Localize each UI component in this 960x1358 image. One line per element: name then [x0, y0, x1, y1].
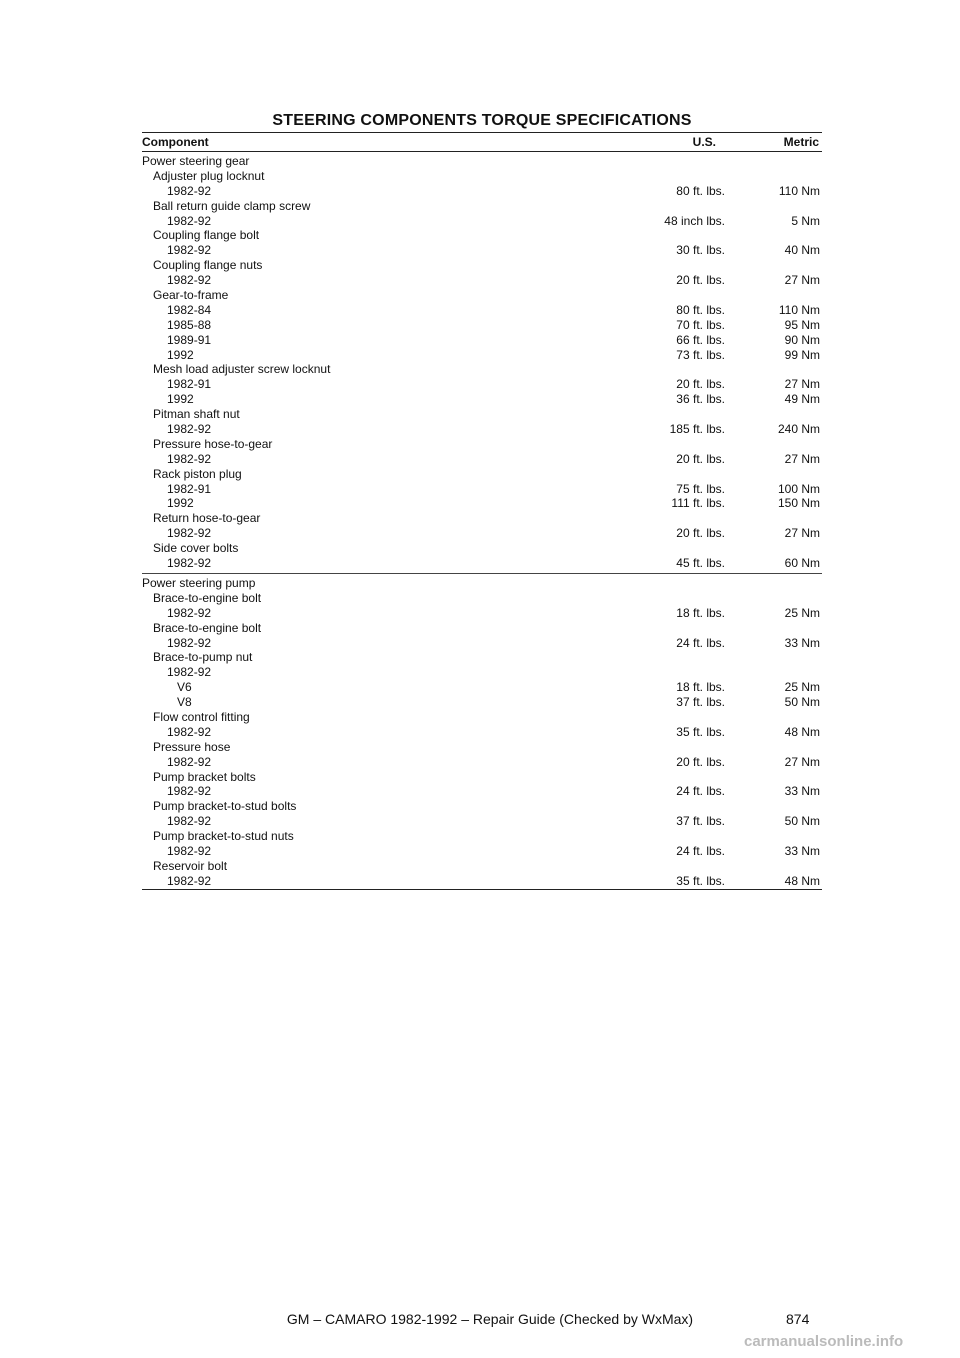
metric-value: 40 Nm: [784, 243, 820, 258]
metric-value: 49 Nm: [784, 392, 820, 407]
spec-row: [142, 377, 822, 392]
year-label: 1982-92: [167, 556, 212, 571]
year-label: 1982-92: [167, 605, 212, 620]
component-name: Coupling flange bolt: [153, 228, 260, 243]
spec-row: [142, 680, 822, 695]
spec-row: [142, 392, 822, 407]
metric-value: 27 Nm: [784, 754, 820, 769]
year-label: 1982-92: [167, 183, 212, 198]
table-bottom-rule: [142, 889, 822, 890]
us-value: 20 ft. lbs.: [676, 377, 725, 392]
metric-value: 110 Nm: [778, 302, 820, 317]
us-value: 66 ft. lbs.: [676, 332, 725, 347]
spec-row: [142, 844, 822, 859]
spec-row: [142, 169, 822, 184]
spec-row: [142, 859, 822, 874]
component-name: Side cover bolts: [153, 541, 239, 556]
metric-value: 27 Nm: [784, 273, 820, 288]
spec-row: [142, 407, 822, 422]
component-name: Adjuster plug locknut: [153, 168, 265, 183]
metric-value: 5 Nm: [791, 213, 820, 228]
spec-row: [142, 576, 822, 591]
component-name: Ball return guide clamp screw: [153, 198, 311, 213]
header-component: Component: [142, 135, 209, 149]
spec-row: [142, 348, 822, 363]
year-label: 1989-91: [167, 332, 212, 347]
spec-row: [142, 452, 822, 467]
us-value: 18 ft. lbs.: [676, 605, 725, 620]
year-label: V8: [177, 695, 192, 710]
component-name: Pressure hose: [153, 739, 231, 754]
metric-value: 25 Nm: [784, 680, 820, 695]
us-value: 36 ft. lbs.: [676, 392, 725, 407]
header-us: U.S.: [692, 135, 716, 149]
us-value: 35 ft. lbs.: [676, 724, 725, 739]
spec-row: [142, 214, 822, 229]
year-label: 1982-92: [167, 784, 212, 799]
year-label: 1992: [167, 392, 194, 407]
us-value: 20 ft. lbs.: [676, 754, 725, 769]
metric-value: 27 Nm: [784, 451, 820, 466]
spec-row: [142, 695, 822, 710]
metric-value: 90 Nm: [784, 332, 820, 347]
component-name: Pump bracket bolts: [153, 769, 256, 784]
header-metric: Metric: [783, 135, 819, 149]
component-name: Pump bracket-to-stud bolts: [153, 799, 297, 814]
header-row: [142, 133, 822, 152]
metric-value: 33 Nm: [784, 843, 820, 858]
component-name: Mesh load adjuster screw locknut: [153, 362, 331, 377]
page-number: 874: [786, 1311, 810, 1327]
us-value: 20 ft. lbs.: [676, 451, 725, 466]
spec-row: [142, 303, 822, 318]
component-name: Pump bracket-to-stud nuts: [153, 829, 294, 844]
torque-spec-table: [142, 110, 822, 890]
us-value: 80 ft. lbs.: [676, 302, 725, 317]
us-value: 80 ft. lbs.: [676, 183, 725, 198]
year-label: 1982-92: [167, 273, 212, 288]
us-value: 30 ft. lbs.: [676, 243, 725, 258]
table-title: STEERING COMPONENTS TORQUE SPECIFICATIONS: [272, 112, 692, 129]
section-heading: Power steering pump: [142, 575, 256, 590]
year-label: 1985-88: [167, 317, 212, 332]
section-power-steering-gear: [142, 152, 822, 574]
metric-value: 48 Nm: [784, 724, 820, 739]
spec-row: [142, 362, 822, 377]
component-name: Return hose-to-gear: [153, 511, 261, 526]
us-value: 75 ft. lbs.: [676, 481, 725, 496]
component-name: Pressure hose-to-gear: [153, 436, 273, 451]
spec-row: [142, 154, 822, 169]
us-value: 111 ft. lbs.: [671, 496, 725, 511]
spec-row: [142, 541, 822, 556]
year-label: 1982-92: [167, 451, 212, 466]
component-name: Gear-to-frame: [153, 288, 229, 303]
us-value: 24 ft. lbs.: [676, 784, 725, 799]
year-label: 1982-92: [167, 814, 212, 829]
component-name: Brace-to-pump nut: [153, 650, 253, 665]
spec-row: [142, 467, 822, 482]
year-label: 1982-91: [167, 377, 212, 392]
us-value: 20 ft. lbs.: [676, 273, 725, 288]
metric-value: 99 Nm: [784, 347, 820, 362]
component-name: Reservoir bolt: [153, 858, 228, 873]
us-value: 70 ft. lbs.: [676, 317, 725, 332]
year-label: 1982-92: [167, 724, 212, 739]
us-value: 35 ft. lbs.: [676, 873, 725, 888]
year-label: 1982-91: [167, 481, 212, 496]
metric-value: 95 Nm: [784, 317, 820, 332]
component-name: Brace-to-engine bolt: [153, 620, 262, 635]
watermark: carmanualsonline.info: [744, 1333, 904, 1350]
section-heading: Power steering gear: [142, 154, 250, 168]
spec-row: [142, 650, 822, 665]
spec-row: [142, 482, 822, 497]
component-name: Rack piston plug: [153, 466, 242, 481]
spec-row: [142, 874, 822, 889]
spec-row: [142, 511, 822, 526]
spec-row: [142, 496, 822, 511]
spec-row: [142, 258, 822, 273]
metric-value: 150 Nm: [777, 496, 820, 511]
us-value: 24 ft. lbs.: [676, 843, 725, 858]
spec-row: [142, 799, 822, 814]
us-value: 185 ft. lbs.: [669, 422, 725, 437]
component-name: Brace-to-engine bolt: [153, 590, 262, 605]
metric-value: 100 Nm: [777, 481, 820, 496]
metric-value: 50 Nm: [784, 814, 820, 829]
spec-row: [142, 784, 822, 799]
year-label: 1982-92: [167, 665, 212, 680]
metric-value: 240 Nm: [777, 422, 820, 437]
spec-row: [142, 288, 822, 303]
component-name: Pitman shaft nut: [153, 407, 240, 422]
year-label: 1982-84: [167, 302, 212, 317]
spec-row: [142, 228, 822, 243]
year-label: 1992: [167, 347, 194, 362]
spec-row: [142, 770, 822, 785]
us-value: 18 ft. lbs.: [676, 680, 725, 695]
spec-row: [142, 665, 822, 680]
year-label: V6: [177, 680, 192, 695]
year-label: 1982-92: [167, 243, 212, 258]
spec-row: [142, 621, 822, 636]
section-power-steering-pump: [142, 574, 822, 889]
us-value: 73 ft. lbs.: [676, 347, 725, 362]
year-label: 1982-92: [167, 213, 212, 228]
metric-value: 25 Nm: [784, 605, 820, 620]
spec-row: [142, 437, 822, 452]
spec-row: [142, 606, 822, 621]
metric-value: 50 Nm: [784, 695, 820, 710]
metric-value: 48 Nm: [784, 873, 820, 888]
year-label: 1992: [167, 496, 194, 511]
us-value: 45 ft. lbs.: [676, 556, 725, 571]
year-label: 1982-92: [167, 873, 212, 888]
year-label: 1982-92: [167, 422, 212, 437]
us-value: 20 ft. lbs.: [676, 526, 725, 541]
metric-value: 27 Nm: [784, 526, 820, 541]
metric-value: 60 Nm: [784, 556, 820, 571]
spec-row: [142, 556, 822, 571]
spec-row: [142, 333, 822, 348]
year-label: 1982-92: [167, 635, 212, 650]
spec-row: [142, 814, 822, 829]
us-value: 24 ft. lbs.: [676, 635, 725, 650]
spec-row: [142, 636, 822, 651]
spec-row: [142, 273, 822, 288]
metric-value: 110 Nm: [778, 183, 820, 198]
spec-row: [142, 591, 822, 606]
spec-row: [142, 422, 822, 437]
footer-title: GM – CAMARO 1982-1992 – Repair Guide (Checked by WxMax): [286, 1311, 694, 1327]
spec-row: [142, 184, 822, 199]
metric-value: 33 Nm: [784, 635, 820, 650]
component-name: Flow control fitting: [153, 709, 250, 724]
us-value: 37 ft. lbs.: [676, 814, 725, 829]
spec-row: [142, 710, 822, 725]
spec-row: [142, 243, 822, 258]
year-label: 1982-92: [167, 526, 212, 541]
metric-value: 27 Nm: [784, 377, 820, 392]
spec-row: [142, 526, 822, 541]
us-value: 48 inch lbs.: [664, 213, 725, 228]
component-name: Coupling flange nuts: [153, 258, 263, 273]
spec-row: [142, 318, 822, 333]
us-value: 37 ft. lbs.: [676, 695, 725, 710]
year-label: 1982-92: [167, 754, 212, 769]
spec-row: [142, 740, 822, 755]
spec-row: [142, 725, 822, 740]
spec-row: [142, 755, 822, 770]
spec-row: [142, 199, 822, 214]
metric-value: 33 Nm: [784, 784, 820, 799]
year-label: 1982-92: [167, 843, 212, 858]
spec-row: [142, 829, 822, 844]
